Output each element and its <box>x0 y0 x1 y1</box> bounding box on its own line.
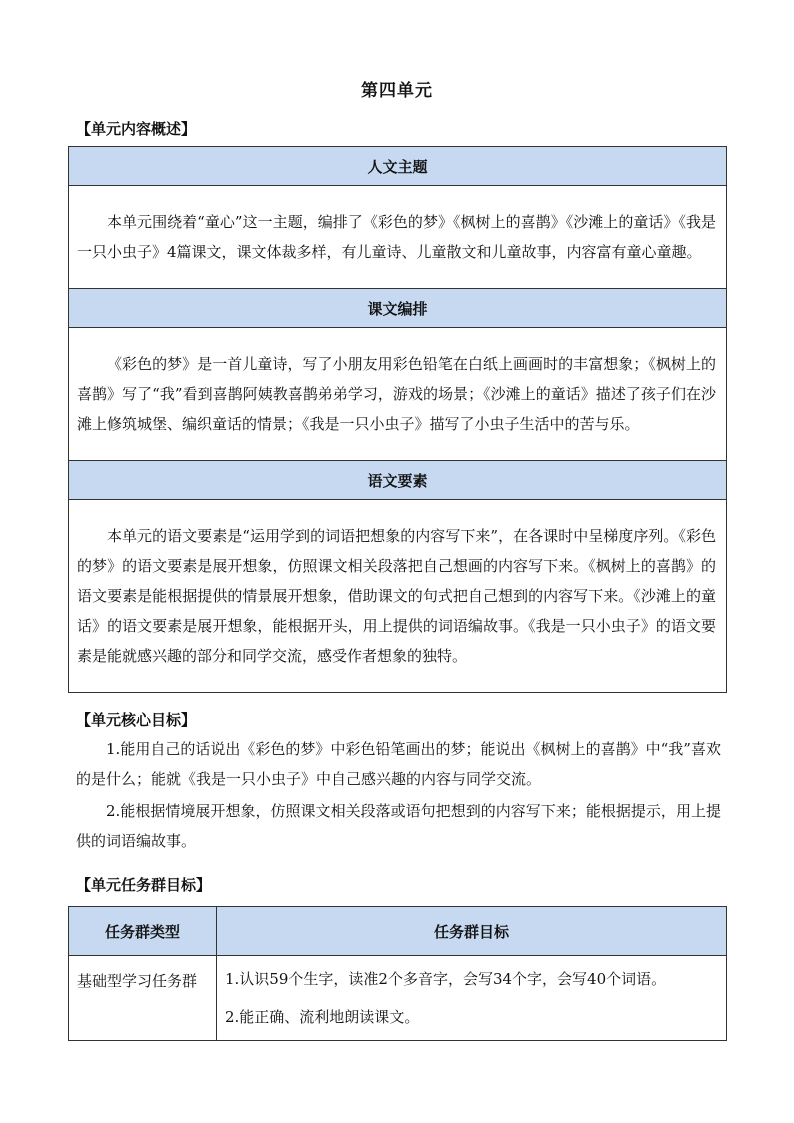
task-type-cell: 基础型学习任务群 <box>69 956 217 1041</box>
task-goals-cell <box>217 956 727 1041</box>
table-header-row <box>69 907 727 956</box>
table-row <box>69 956 727 1041</box>
overview-heading: 【单元内容概述】 <box>76 120 197 138</box>
task-goal-item: 1.认识59个生字，读准2个多音字，会写34个字，会写40个词语。 <box>225 970 667 988</box>
task-goal-item: 2.能正确、流利地朗读课文。 <box>225 1008 420 1026</box>
core-goal-item: 2.能根据情境展开想象，仿照课文相关段落或语句把想到的内容写下来；能根据提示，用上提供的词语编故事。 <box>76 802 721 850</box>
column-header-type: 任务群类型 <box>69 907 217 956</box>
task-goals-table <box>68 906 727 1041</box>
task-goals-heading: 【单元任务群目标】 <box>76 876 212 894</box>
overview-table <box>68 146 727 693</box>
core-goals-heading: 【单元核心目标】 <box>76 711 197 729</box>
arrangement-header: 课文编排 <box>69 289 727 328</box>
core-goal-item: 1.能用自己的话说出《彩色的梦》中彩色铅笔画出的梦；能说出《枫树上的喜鹊》中“我”喜欢的是什么；能就《我是一只小虫子》中自己感兴趣的内容与同学交流。 <box>76 740 721 788</box>
elements-header: 语文要素 <box>69 461 727 500</box>
column-header-goals: 任务群目标 <box>217 907 727 956</box>
page-title: 第四单元 <box>361 81 433 101</box>
arrangement-text: 《彩色的梦》是一首儿童诗，写了小朋友用彩色铅笔在白纸上画画时的丰富想象；《枫树上的喜鹊》写了“我”看到喜鹊阿姨教喜鹊弟弟学习，游戏的场景；《沙滩上的童话》描述了孩子们在沙滩上修筑城堡、编织童话的情景；《我是一只小虫子》描写了小虫子生活中的苦与乐。 <box>69 328 727 461</box>
theme-header: 人文主题 <box>69 147 727 186</box>
theme-text: 本单元围绕着“童心”这一主题，编排了《彩色的梦》《枫树上的喜鹊》《沙滩上的童话》《我是一只小虫子》4篇课文，课文体裁多样，有儿童诗、儿童散文和儿童故事，内容富有童心童趣。 <box>69 186 727 289</box>
elements-text: 本单元的语文要素是“运用学到的词语把想象的内容写下来”，在各课时中呈梯度序列。《彩色的梦》的语文要素是展开想象，仿照课文相关段落把自己想画的内容写下来。《枫树上的喜鹊》的语文要素是能根据提供的情景展开想象，借助课文的句式把自己想到的内容写下来。《沙滩上的童话》的语文要素是展开想象，能根据开头，用上提供的词语编故事。《我是一只小虫子》的语文要素是能就感兴趣的部分和同学交流，感受作者想象的独特。 <box>69 500 727 693</box>
